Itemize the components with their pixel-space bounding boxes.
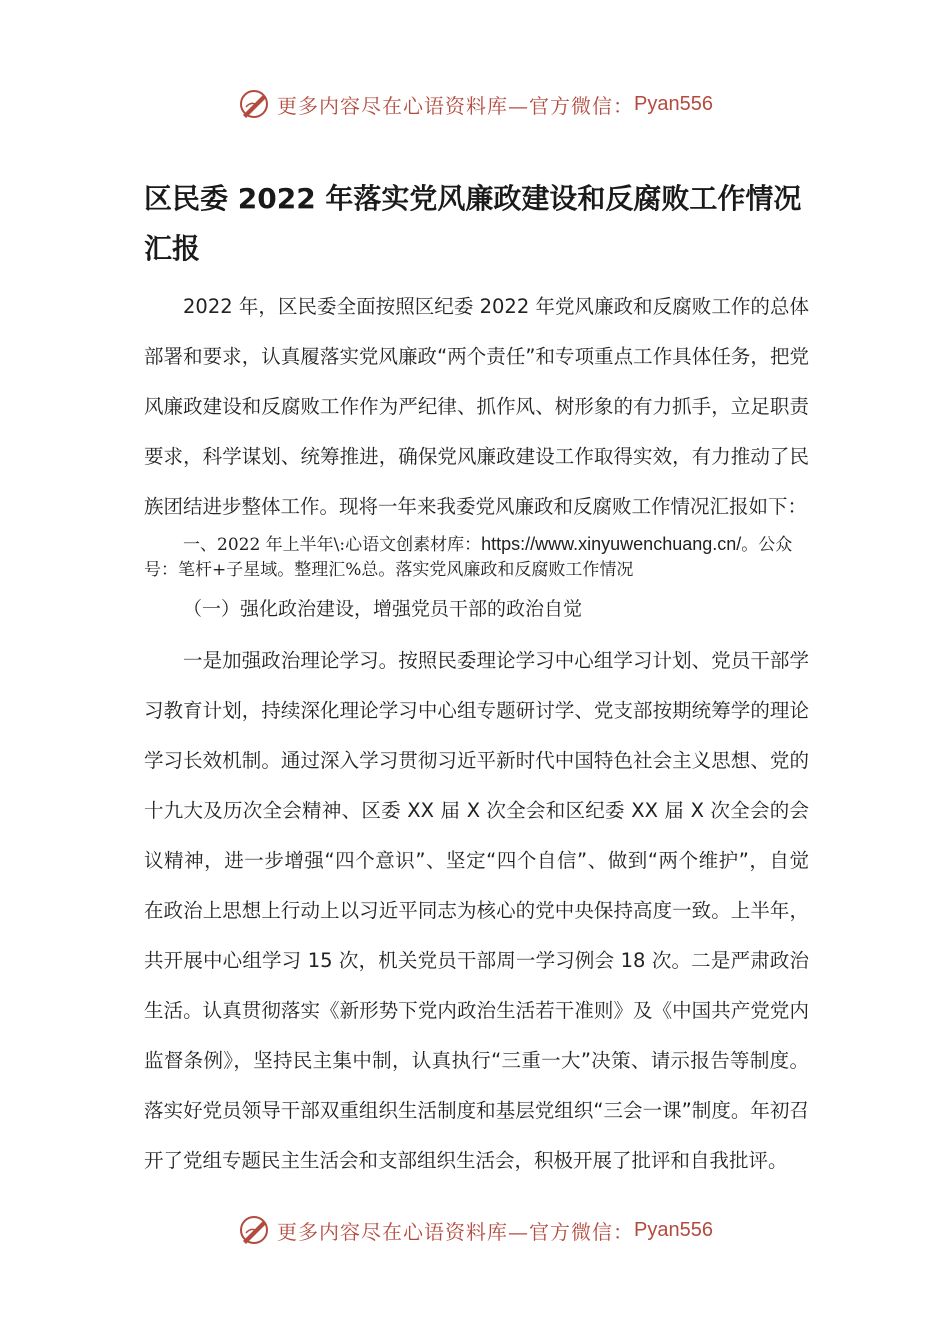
- section-heading-one: [144, 532, 809, 583]
- watermark-text: 更多内容尽在心语资料库—官方微信：: [277, 1219, 635, 1244]
- document-title: 区民委 2022 年落实党风廉政建设和反腐败工作情况汇报: [144, 182, 802, 265]
- watermark-wechat-id: Pyan556: [634, 1218, 713, 1241]
- section-heading-url: https://www.xinyuwenchuang.cn/: [481, 534, 742, 554]
- section-heading-suffix: 。公众号：笔杆+子星域。整理汇%总。落实党风廉政和反腐败工作情况: [144, 535, 793, 580]
- watermark-text: 更多内容尽在心语资料库—官方微信：: [277, 93, 635, 118]
- subsection-heading: （一）强化政治建设，增强党员干部的政治自觉: [183, 598, 583, 620]
- pen-logo-icon: [237, 1213, 271, 1247]
- footer-watermark-banner: [0, 1210, 950, 1250]
- section-heading-prefix: 一、2022 年上半年\:心语文创素材库：: [183, 535, 482, 555]
- body-paragraph: 一是加强政治理论学习。按照民委理论学习中心组学习计划、党员干部学习教育计划，持续深化理论学习中心组专题研讨学、党支部按期统筹学的理论学习长效机制。通过深入学习贯彻习近平新时代中国特色社会主义思想、党的十九大及历次全会精神、区委 XX 届 X 次全会和区纪委 XX 届 X 次全会的会议精神，进一步增强“四个意识”、坚定“四个自信”、做到“两个维护”，自觉在政治上思想上行动上以习近平同志为核心的党中央保持高度一致。上半年，共开展中心组学习 15 次，机关党员干部周一学习例会 18 次。二是严肃政治生活。认真贯彻落实《新形势下党内政治生活若干准则》及《中国共产党党内监督条例》，坚持民主集中制，认真执行“三重一大”决策、请示报告等制度。落实好党员领导干部双重组织生活制度和基层党组织“三会一课”制度。年初召开了党组专题民主生活会和支部组织生活会，积极开展了批评和自我批评。: [144, 649, 809, 1172]
- header-watermark-banner: [0, 84, 950, 124]
- pen-logo-icon: [237, 87, 271, 121]
- watermark-wechat-id: Pyan556: [634, 92, 713, 115]
- intro-paragraph: 2022 年，区民委全面按照区纪委 2022 年党风廉政和反腐败工作的总体部署和要求，认真履落实党风廉政“两个责任”和专项重点工作具体任务，把党风廉政建设和反腐败工作作为严纪律、抓作风、树形象的有力抓手，立足职责要求，科学谋划、统筹推进，确保党风廉政建设工作取得实效，有力推动了民族团结进步整体工作。现将一年来我委党风廉政和反腐败工作情况汇报如下：: [144, 295, 809, 518]
